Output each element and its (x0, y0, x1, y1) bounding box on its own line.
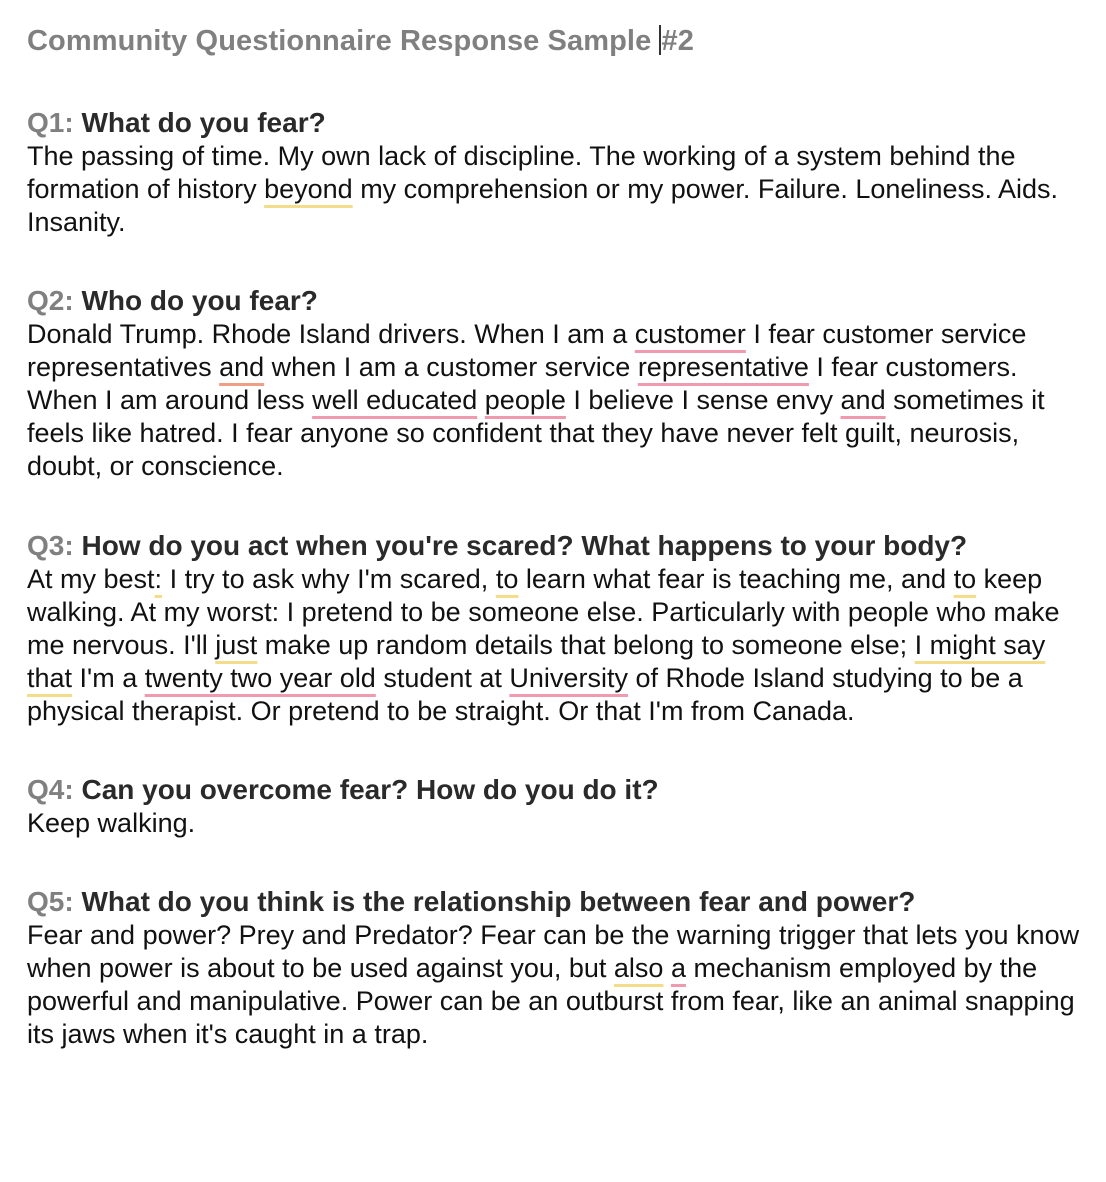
answer-text[interactable] (27, 807, 1087, 840)
question-block-q3 (27, 529, 1087, 728)
document-title-suffix: #2 (661, 25, 694, 57)
document-title[interactable] (27, 0, 1087, 62)
answer-segment: when I am a customer service (264, 352, 638, 382)
answer-segment (663, 953, 671, 983)
answer-segment: At my best (27, 564, 155, 594)
answer-segment: my comprehension or my power. Failure. Loneliness. Aids. Insanity. (27, 174, 1059, 237)
answer-segment (477, 385, 485, 415)
answer-segment: Fear and power? Prey and Predator? Fear can be the warning trigger that lets you know when power is about to be used against you, but (27, 920, 1080, 983)
answer-segment: student at (375, 663, 510, 693)
answer-segment: Donald Trump. Rhode Island drivers. When I am a (27, 319, 635, 349)
answer-segment: I fear customer service representatives (27, 319, 1027, 382)
grammar-suggestion[interactable]: to (495, 564, 519, 594)
spelling-suggestion[interactable]: a (670, 953, 686, 983)
question-number: Q1: (27, 107, 74, 138)
answer-segment: mechanism employed by the powerful and manipulative. Power can be an outburst from fear, like an animal snapping its jaws when it's caught in a trap. (27, 953, 1075, 1049)
spelling-suggestion[interactable]: people (484, 385, 566, 415)
spelling-suggestion[interactable]: and (840, 385, 886, 415)
question-heading (27, 885, 1087, 919)
question-text: Can you overcome fear? How do you do it? (81, 774, 659, 805)
question-text: Who do you fear? (81, 285, 318, 316)
spelling-suggestion[interactable]: twenty two year old (144, 663, 376, 693)
question-text: How do you act when you're scared? What happens to your body? (81, 530, 968, 561)
question-text: What do you think is the relationship between fear and power? (81, 886, 916, 917)
question-heading (27, 529, 1087, 563)
spelling-suggestion[interactable]: University (509, 663, 628, 693)
grammar-suggestion[interactable]: just (215, 630, 258, 660)
grammar-suggestion[interactable]: to (953, 564, 977, 594)
answer-text[interactable] (27, 318, 1087, 483)
answer-text[interactable] (27, 919, 1087, 1051)
question-block-q1 (27, 106, 1087, 239)
spelling-suggestion[interactable]: representative (637, 352, 809, 382)
answer-segment: I believe I sense envy (565, 385, 841, 415)
answer-segment: Keep walking. (27, 808, 196, 838)
question-heading (27, 106, 1087, 140)
grammar-suggestion[interactable]: : (154, 564, 163, 594)
document-title-text: Community Questionnaire Response Sample (27, 25, 660, 57)
answer-segment: learn what fear is teaching me, and (518, 564, 954, 594)
answer-segment: make up random details that belong to someone else; (257, 630, 915, 660)
grammar-suggestion[interactable]: I might say that (27, 630, 1046, 693)
question-number: Q2: (27, 285, 74, 316)
answer-segment: of Rhode Island studying to be a physical therapist. Or pretend to be straight. Or that I'm from Canada. (27, 663, 1023, 726)
question-block-q2 (27, 284, 1087, 483)
spelling-suggestion[interactable]: customer (634, 319, 746, 349)
answer-segment: The passing of time. My own lack of discipline. The working of a system behind the formation of history (27, 141, 1016, 204)
answer-text[interactable] (27, 563, 1087, 728)
style-suggestion[interactable]: and (219, 352, 265, 382)
question-block-q4 (27, 773, 1087, 840)
question-number: Q4: (27, 774, 74, 805)
answer-segment: I try to ask why I'm scared, (162, 564, 496, 594)
question-number: Q5: (27, 886, 74, 917)
answer-segment: keep walking. At my worst: I pretend to be someone else. Particularly with people who make me nervous. I'll (27, 564, 1060, 660)
question-block-q5 (27, 885, 1087, 1051)
answer-segment: I fear customers. When I am around less (27, 352, 1018, 415)
question-heading (27, 773, 1087, 807)
answer-text[interactable] (27, 140, 1087, 239)
question-heading (27, 284, 1087, 318)
question-text: What do you fear? (81, 107, 326, 138)
grammar-suggestion[interactable]: beyond (264, 174, 353, 204)
spelling-suggestion[interactable]: well educated (312, 385, 478, 415)
grammar-suggestion[interactable]: also (613, 953, 664, 983)
question-number: Q3: (27, 530, 74, 561)
answer-segment: sometimes it feels like hatred. I fear anyone so confident that they have never felt guilt, neurosis, doubt, or conscience. (27, 385, 1045, 481)
answer-segment: I'm a (72, 663, 145, 693)
